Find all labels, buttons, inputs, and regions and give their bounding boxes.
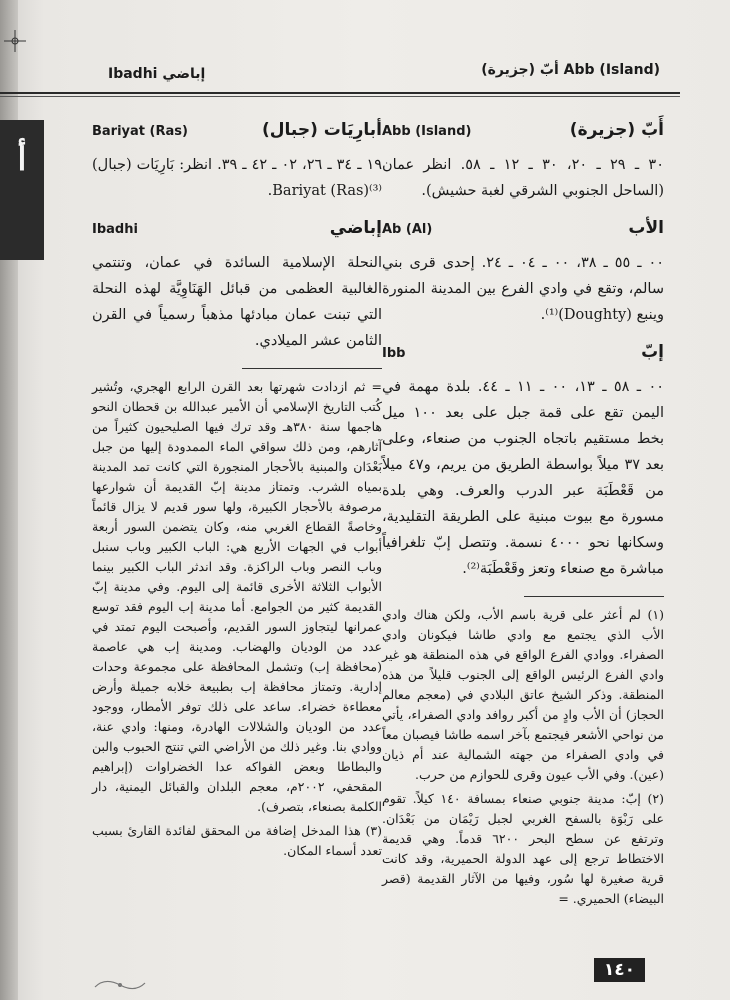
footnotes <box>382 605 664 909</box>
running-header-right: Abb (Island) أبّ (جزيرة) <box>481 62 660 78</box>
entry-body: ٠٠ ـ ٥٨ ـ ١٣، ٠٠ ـ ١١ ـ ٤٤. بلدة مهمة في اليمن تقع على قمة جبل على بعد ١٠٠ ميل بخط مستقيم باتجاه الجنوب من صنعاء، وعلى بعد ٣٧ ميلاً بواسطة الطريق من يريم، و٤٧ ميلاً من قَعْطَبَة عبر الدرب والعرف. وهي بلدة مسورة مع بيوت مبنية على الطريقة التقليدية، وسكانها نحو ٤٠٠٠ نسمة. وتتصل إبّ تلغرافياً مباشرة مع صنعاء وتعز وقَعْطَبَة⁽²⁾. <box>382 379 665 577</box>
left-column <box>92 120 382 865</box>
footnotes <box>92 377 382 861</box>
entry-title-english: Bariyat (Ras) <box>92 124 188 139</box>
crosshair-icon <box>4 30 26 52</box>
ornament-icon <box>90 975 150 995</box>
page-number: ١٤٠ <box>594 958 645 982</box>
entry-title-arabic: الأب <box>628 218 664 238</box>
entry-title-arabic: أَبّ (جزيرة) <box>569 120 664 140</box>
footnote: (١) لم أعثر على قرية باسم الأب، ولكن هناك وادي الأب الذي يجتمع مع وادي طاشا فيكونان وادي الصفراء. ووادي الفرع الواقع في هذه المنطقة هو غير وادي الفرع الرئيس الواقع إلى الجنوب قليلاً من هذه المنطقة. وذكر الشيخ عاتق البلادي في (معجم معالم الحجاز) أن الأب وادٍ من أكبر روافد وادي الصفراء، يأتي من نواحي الأشعر فيجتمع بآخر اسمه طاشا فيصبان معاً في وادي الصفراء من جهته الشمالية عند أم ذيان (عين). وفي الأب عيون وقرى للحوازم من حرب. <box>382 607 664 782</box>
entry-title-english: Abb (Island) <box>382 124 472 139</box>
entry <box>382 218 664 328</box>
header-rule <box>0 92 680 94</box>
thumb-index-tab: أ <box>0 120 44 260</box>
footnote: (٢) إبّ: مدينة جنوبي صنعاء بمسافة ١٤٠ كيلاً. تقوم على رَبْوَة بالسفح الغربي لجبل رَيْمَان من بَعْدَان. وترتفع عن سطح البحر ٦٢٠٠ قدماً. وهي قديمة الاختطاط ترجع إلى عهد الدولة الحميرية، وقد كانت قرية صغيرة لها سُور، وفيها من الآثار القديمة (قصر البيضاء) الحميري. = <box>382 791 664 906</box>
footnote: = ثم ازدادت شهرتها بعد القرن الرابع الهجري، وتُشير كُتب التاريخ الإسلامي أن الأمير عبدالله بن قحطان النحو هاجمها سنة ٣٨٠هـ وقد ترك فيها الصليحيون كثيراً من آثارهم، ومن ذلك سواقي الماء الممدودة إليها من جبل بَعْدَان والمبنية بالأحجار المنجورة التي كانت تمد المدينة بمياه الشرب. وتمتاز مدينة إبّ القديمة أن شوارعها مرصوفة بالأحجار الكبيرة، ولها سور قديم لا يزال قائماً وخاصةً القطاع الغربي منه، وكان يتضمن السور أربعة أبواب في الجهات الأربع هي: الباب الكبير وباب سنبل وباب النصر وباب الراكزة. وقد اندثر الباب الكبير بينما الأبواب الثلاثة الأخرى قائمة إلى اليوم. وفي مدينة إبّ القديمة كثير من الجوامع. أما مدينة إب اليوم فقد توسع عمرانها ليتجاوز السور القديم، وأصبحت اليوم تمتد في عدد من الوديان والهضاب. ومدينة إب هي عاصمة (محافظة إب) وتشمل المحافظة على مجموعة وحدات إدارية. وتمتاز محافظة إب بطبيعة خلابه جميلة وأرض معطاءة خضراء. ساعد على ذلك توفر الأمطار، ووجود عدد من الوديان والشلالات الهادرة، ومنها: وادي عنة، ووادي بنا. وغير ذلك من الأراضي التي تنتج الحبوب والبن والبطاطا وبعض الفواكه عدا الخضراوات (إبراهيم المقحفي، ٢٠٠٢م، معجم البلدان والقبائل اليمنية، دار الكلمة بصنعاء، بتصرف). <box>92 379 382 814</box>
entry-body: ٣٠ ـ ٢٩ ـ ٢٠، ٣٠ ـ ١٢ ـ ٥٨. انظر عمان (الساحل الجنوبي الشرقي لغبة حشيش). <box>382 157 664 199</box>
header-rule-thin <box>0 96 680 97</box>
entry-body: ٠٠ ـ ٥٥ ـ ٣٨، ٠٠ ـ ٠٤ ـ ٢٤. إحدى قرى بني سالم، وتقع في وادي الفرع بين المدينة المنورة وينبع (Doughty)⁽¹⁾. <box>382 255 665 323</box>
entry-body: ١٩ ـ ٣٤ ـ ٢٦، ٠٢ ـ ٤٢ ـ ٣٩. انظر: بَارِيَات (جبال) Bariyat (Ras)⁽³⁾. <box>92 157 383 199</box>
entry-title-english: Ibadhi <box>92 222 138 237</box>
entry <box>382 120 664 204</box>
entry-heading <box>92 218 382 238</box>
running-header-left: إباضي Ibadhi <box>108 66 206 82</box>
entry-title-arabic: إبّ <box>641 342 664 362</box>
right-column <box>382 120 664 913</box>
entry-heading <box>382 342 664 362</box>
running-header <box>0 58 730 88</box>
entry-title-english: Ab (Al) <box>382 222 433 237</box>
entry-body: النحلة الإسلامية السائدة في عمان، وتنتمي الغالبية العظمى من قبائل الهَنَاوِيَّة لهذه النحلة التي تبنت عمان مبادئها مذهباً رسمياً في القرن الثامن عشر الميلادي. <box>92 255 382 349</box>
footnote: (٣) هذا المدخل إضافة من المحقق لفائدة القارئ بسبب تعدد أسماء المكان. <box>92 823 382 858</box>
footnote-rule <box>524 596 664 597</box>
footnote-rule <box>242 368 382 369</box>
entry <box>92 218 382 354</box>
entry-title-english: Ibb <box>382 346 406 361</box>
entry-heading <box>382 120 664 140</box>
entry <box>382 342 664 582</box>
entry-heading <box>382 218 664 238</box>
entry-title-arabic: إباضي <box>329 218 382 238</box>
entry-heading <box>92 120 382 140</box>
entry <box>92 120 382 204</box>
entry-title-arabic: أبارِيَات (جبال) <box>261 120 382 140</box>
